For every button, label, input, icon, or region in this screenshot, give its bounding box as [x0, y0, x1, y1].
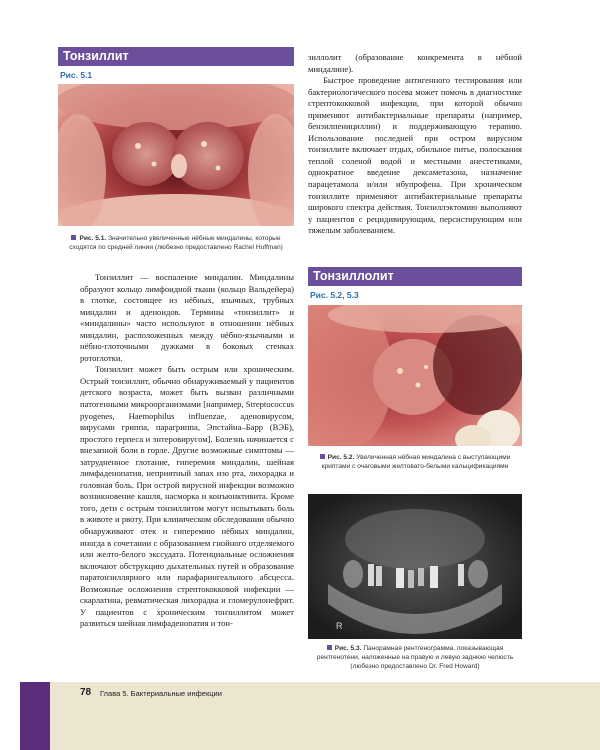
- chapter-title: Глава 5. Бактериальные инфекции: [100, 689, 222, 698]
- page-number: 78: [80, 687, 92, 698]
- body-paragraph: Быстрое проведение антигенного тестирования или бактериологического посева может помочь в диагностике стрептококковой инфекции, при которой обычно применяют антибактериальные препараты (например, бензилпенициллин) и поддерживающую терапию. Использование последней при остром вирусном тонзиллите включает отдых, обильное питье, полоскания теплой соленой водой и местными анестетиками, однократное введение дексаметазона, назначение парацетамола и/или ибупрофена. При хроническом тонзиллите применяют антибактериальные препараты широкого спектра действия. Тонзиллэктомию выполняют у пациентов с рецидивирующим, персистирующим или тяжелым заболеванием.: [308, 75, 522, 236]
- figure-5-2-photo: [308, 305, 522, 446]
- tonsils-photo-image: [58, 84, 294, 226]
- section-title: Тонзиллит: [63, 49, 129, 63]
- figure-label-5-1: Рис. 5.1: [60, 70, 93, 80]
- caption-number: Рис. 5.3.: [334, 645, 362, 652]
- body-paragraph: зиллолит (образование конкремента в нёбной миндалине).: [308, 52, 522, 74]
- tonsillolith-photo-image: [308, 305, 522, 446]
- right-body-text: [308, 52, 522, 237]
- caption-bullet-icon: [71, 235, 76, 240]
- footer-left-strip: [20, 682, 50, 750]
- figure-5-1-caption: [58, 234, 294, 252]
- figure-5-2-caption: [308, 453, 522, 471]
- section-title: Тонзиллолит: [313, 269, 394, 283]
- body-paragraph: Тонзиллит — воспаление миндалин. Миндалины образуют кольцо лимфоидной ткани (кольцо Вальдейера) в глотке, состоящее из нёбных, язычных, трубных миндалин и аденоидов. Термины «тонзиллит» и «миндалины» часто используют в отношении нёбных миндалин, расположенных между нёбно-язычными и нёбно-глоточными дужками в боковых стенках ротоглотки.: [80, 272, 294, 363]
- section-header-tonsillitis: [58, 47, 294, 66]
- panoramic-xray-image: [308, 494, 522, 639]
- figure-5-3-xray: [308, 494, 522, 639]
- body-paragraph: Тонзиллит может быть острым или хроническим. Острый тонзиллит, обычно обнаруживаемый у пациентов детского возраста, может быть вызван различными патогенными микроорганизмами [например, Streptococcus pyogenes, Haemophilus influenzae, аденовирусом, вирусами гриппа, парагриппа, Эпстайна–Барр (ВЭБ), простого герпеса и энтеровирусом]. Болезнь начинается с внезапной боли в горле. Другие возможные симптомы — затрудненное глотание, гиперемия миндалин, шейная лимфаденопатия, неприятный запах изо рта, лихорадка и головная боль. При острой вирусной инфекции возможно возникновение кашля, насморка и конъюнктивита. Кроме того, дети с острым тонзиллитом могут испытывать боль в животе и рвоту. При клиническом обследовании обычно обнаруживают отек и гиперемию нёбных миндалин, иногда в сочетании с образованием гнойного отделяемого или желто-белого экссудата. Потенциальные осложнения включают обструкцию дыхательных путей и образование паратонзиллярного или парафарингеального абсцесса. Возможные осложнения стрептококковой инфекции — скарлатина, ревматическая лихорадка и гломерулонефрит. У пациентов с хроническим тонзиллитом может развиться шейная лимфаденопатия и тон-: [80, 364, 294, 629]
- caption-number: Рис. 5.1.: [79, 235, 107, 242]
- caption-text: Увеличенная нёбная миндалина с выступающими криптами с очаговыми желтовато-белыми кальцификациями: [321, 454, 511, 471]
- xray-side-marker: R: [336, 621, 343, 631]
- caption-bullet-icon: [327, 645, 332, 650]
- caption-bullet-icon: [320, 454, 325, 459]
- figure-5-1-photo: [58, 84, 294, 226]
- figure-label-5-2-5-3: Рис. 5.2, 5.3: [310, 290, 359, 300]
- caption-text: Панорамная рентгенограмма, показывающая рентгенотени, наложенные на правую и левую заднюю челюсть (любезно предоставлено Dr. Fred Howard): [316, 645, 514, 671]
- section-header-tonsillolith: [308, 267, 522, 286]
- caption-number: Рис. 5.2.: [327, 454, 355, 461]
- left-body-text: [80, 272, 294, 630]
- figure-5-3-caption: [308, 644, 522, 672]
- caption-text: Значительно увеличенные нёбные миндалины, которые сходятся по средней линии (любезно предоставлено Rachel Huffman): [69, 235, 283, 252]
